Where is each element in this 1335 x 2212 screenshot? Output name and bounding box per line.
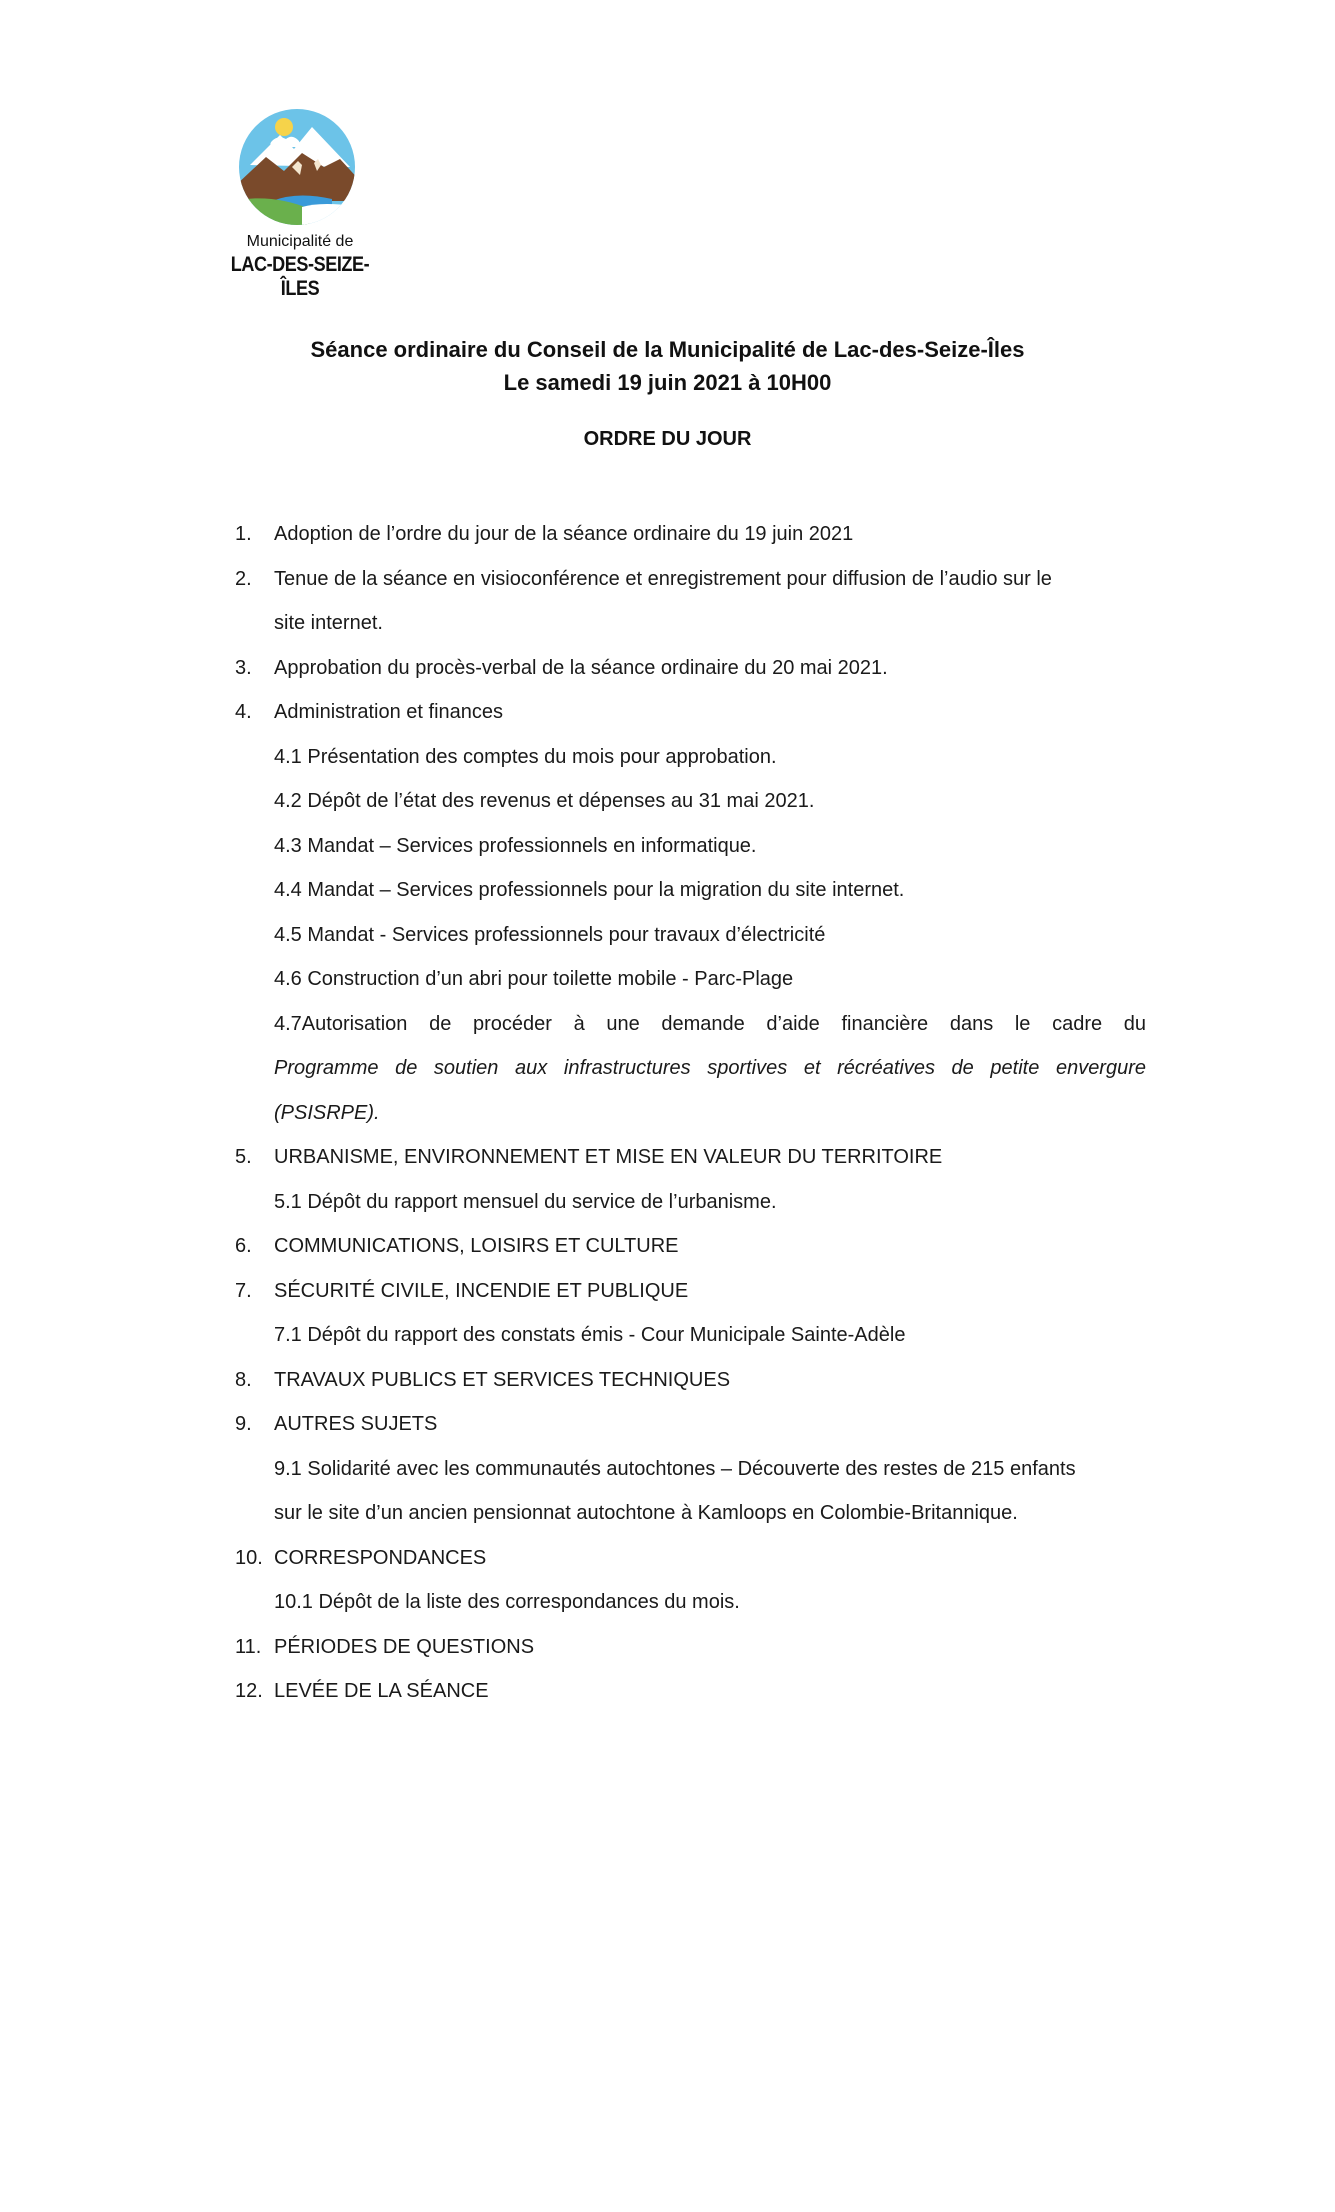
item-text: CORRESPONDANCES <box>274 1546 487 1569</box>
item-number: 3. <box>235 656 252 679</box>
agenda-subitem <box>235 957 1155 1002</box>
item-text: Adoption de l’ordre du jour de la séance ordinaire du 19 juin 2021 <box>274 523 854 545</box>
item-text: COMMUNICATIONS, LOISIRS ET CULTURE <box>274 1235 679 1257</box>
item-number: 6. <box>235 1235 252 1257</box>
item-number: 7. <box>235 1279 252 1302</box>
subitem-text: 4.4 Mandat – Services professionnels pour la migration du site internet. <box>274 879 905 901</box>
item-number: 10. <box>235 1546 263 1569</box>
agenda-item <box>235 1269 1155 1314</box>
agenda-item <box>235 646 1155 691</box>
municipality-logo <box>205 105 395 300</box>
logo-text-name: LAC-DES-SEIZE-ÎLES <box>230 253 370 300</box>
agenda-subitem <box>235 913 1155 958</box>
agenda-item <box>235 1224 1155 1269</box>
agenda-item <box>235 512 1155 557</box>
agenda-subitem <box>235 868 1155 913</box>
subitem-text: 9.1 Solidarité avec les communautés autochtones – Découverte des restes de 215 enfants <box>274 1457 1076 1480</box>
subitem-text: 5.1 Dépôt du rapport mensuel du service de l’urbanisme. <box>274 1190 777 1213</box>
agenda-item <box>235 690 1155 735</box>
agenda-subitem <box>235 1580 1155 1625</box>
item-text: TRAVAUX PUBLICS ET SERVICES TECHNIQUES <box>274 1368 731 1391</box>
subitem-text: 4.7Autorisation de procéder à une demande d’aide financière dans le cadre du <box>274 1012 1146 1035</box>
meeting-title-block <box>0 333 1335 399</box>
agenda-item <box>235 557 1155 602</box>
item-number: 5. <box>235 1146 252 1168</box>
subitem-text: 7.1 Dépôt du rapport des constats émis - Cour Municipale Sainte-Adèle <box>274 1324 906 1346</box>
item-number: 12. <box>235 1680 263 1702</box>
agenda-subitem <box>235 1002 1155 1047</box>
item-text: AUTRES SUJETS <box>274 1413 438 1435</box>
item-text: Tenue de la séance en visioconférence et enregistrement pour diffusion de l’audio sur le <box>274 567 1052 590</box>
agenda-item <box>235 1625 1155 1670</box>
subitem-text: 4.2 Dépôt de l’état des revenus et dépenses au 31 mai 2021. <box>274 790 815 812</box>
agenda-item <box>235 1358 1155 1403</box>
subitem-text: 4.3 Mandat – Services professionnels en informatique. <box>274 834 757 857</box>
agenda-subitem-continuation <box>235 1091 1155 1136</box>
subitem-text: sur le site d’un ancien pensionnat autochtone à Kamloops en Colombie-Britannique. <box>274 1502 1018 1524</box>
agenda-item <box>235 1135 1155 1180</box>
logo-emblem-icon <box>232 105 362 233</box>
agenda-item-continuation <box>235 601 1155 646</box>
agenda-subitem <box>235 735 1155 780</box>
item-text: LEVÉE DE LA SÉANCE <box>274 1680 489 1702</box>
agenda-heading: ORDRE DU JOUR <box>583 428 752 450</box>
subitem-text: 4.5 Mandat - Services professionnels pour travaux d’électricité <box>274 923 826 946</box>
item-number: 9. <box>235 1413 252 1435</box>
item-number: 1. <box>235 523 252 545</box>
item-number: 8. <box>235 1368 252 1391</box>
agenda-subitem-continuation <box>235 1046 1155 1091</box>
item-text: SÉCURITÉ CIVILE, INCENDIE ET PUBLIQUE <box>274 1279 689 1302</box>
item-number: 2. <box>235 567 252 590</box>
subitem-text: 10.1 Dépôt de la liste des correspondances du mois. <box>274 1591 740 1613</box>
agenda-item <box>235 1402 1155 1447</box>
item-text: Administration et finances <box>274 701 504 723</box>
logo-text-municipalite: Municipalité de <box>246 233 354 250</box>
agenda-subitem <box>235 779 1155 824</box>
item-text: URBANISME, ENVIRONNEMENT ET MISE EN VALEUR DU TERRITOIRE <box>274 1146 943 1168</box>
agenda-subitem <box>235 1180 1155 1225</box>
agenda-item <box>235 1669 1155 1714</box>
subitem-text: 4.6 Construction d’un abri pour toilette mobile - Parc-Plage <box>274 968 794 990</box>
item-number: 4. <box>235 701 252 723</box>
item-number: 11. <box>235 1635 262 1658</box>
item-text: PÉRIODES DE QUESTIONS <box>274 1635 535 1658</box>
item-text: Approbation du procès-verbal de la séance ordinaire du 20 mai 2021. <box>274 656 888 679</box>
item-text: site internet. <box>274 612 383 634</box>
agenda-subitem <box>235 1447 1155 1492</box>
agenda-subitem <box>235 1313 1155 1358</box>
agenda-item <box>235 1536 1155 1581</box>
meeting-title: Séance ordinaire du Conseil de la Municipalité de Lac-des-Seize-Îles <box>310 337 1025 362</box>
agenda-list <box>235 512 1155 1714</box>
program-name: Programme de soutien aux infrastructures sportives et récréatives de petite envergure <box>274 1057 1146 1079</box>
meeting-date: Le samedi 19 juin 2021 à 10H00 <box>503 370 832 395</box>
program-acronym: (PSISRPE). <box>274 1101 380 1124</box>
subitem-text: 4.1 Présentation des comptes du mois pour approbation. <box>274 745 777 768</box>
agenda-subitem <box>235 824 1155 869</box>
agenda-subitem-continuation <box>235 1491 1155 1536</box>
